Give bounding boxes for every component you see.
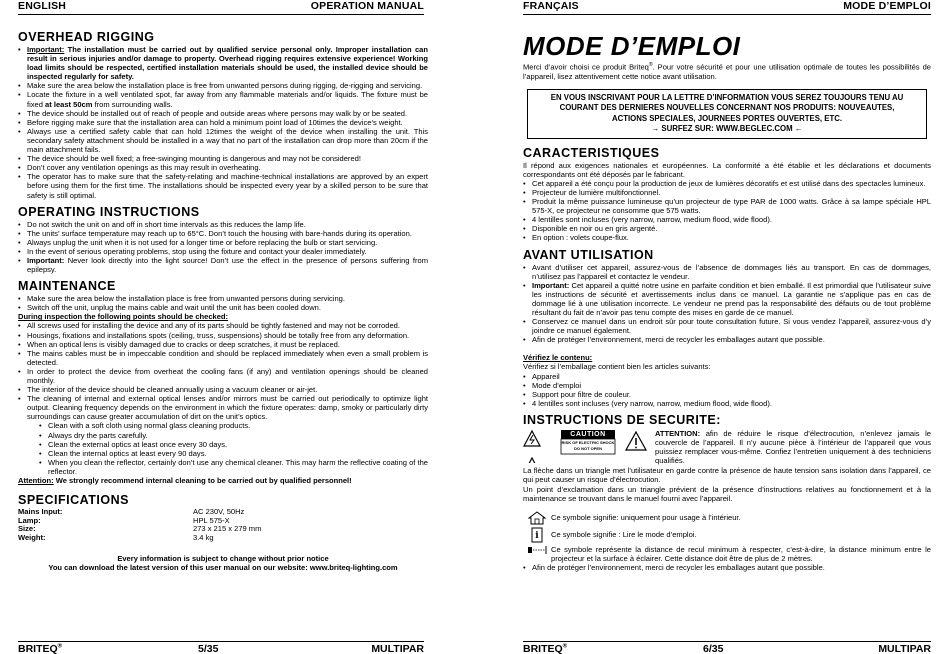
page-header <box>18 0 424 15</box>
footer-model: MULTIPAR <box>878 643 931 654</box>
list-item: • En option : volets coupe-flux. <box>523 233 931 242</box>
operating-heading: OPERATING INSTRUCTIONS <box>18 204 200 219</box>
spec-key: Lamp: <box>18 515 41 525</box>
manual-title: MODE D’EMPLOI <box>523 31 741 61</box>
page-header <box>523 0 931 15</box>
indoor-use-icon <box>523 511 551 525</box>
list-item: • Support pour filtre de couleur. <box>523 390 931 399</box>
maintenance-heading: MAINTENANCE <box>18 279 116 294</box>
list-item: • Conservez ce manuel dans un endroit sûr pour toute consultation future. Si vous vendez l’appareil, assurez-vous d’y joindre ce manuel également. <box>523 317 931 335</box>
list-item: • The operator has to make sure that the safety-relating and machine-technical installations are approved by an expert before using them for the first time. The installations should be inspected every year by a skilled person to be sure that safety is still optimal. <box>18 172 428 199</box>
attention-text: ATTENTION: afin de réduire le risque d’électrocution, n’enlevez jamais le couvercle de l’appareil. Il n’y aucune pièce à l’intérieur de l’appareil que vous puissiez remplacer vous-même. Confiez l’entretien uniquement à des techniciens qualifiés. <box>655 428 931 466</box>
list-item: • Housings, fixations and installations spots (ceiling, truss, suspensions) should be totally free from any deformation. <box>18 331 428 340</box>
list-item: • Important: Cet appareil a quitté notre usine en parfaite condition et bien emballé. Il est primordial que l’utilisateur suive les instructions de sécurité et avertissements inclus dans ce manuel. La garantie ne s’applique pas en cas de dommage lié à une utilisation incorrecte. Le vendeur ne prend pas la responsabilité des défauts ou de tout problème résultant du fait de n’avoir pas tenu compte des mises en garde de ce manuel. <box>523 281 931 317</box>
list-item: • The device should be well fixed; a free-swinging mounting is dangerous and may not be considered! <box>18 154 428 163</box>
spec-value: 273 x 215 x 279 mm <box>193 524 262 534</box>
list-item: • 4 lentilles sont incluses (very narrow, narrow, medium flood, wide flood). <box>523 399 931 408</box>
caution-label-graphic <box>523 429 653 463</box>
list-item: • Afin de protéger l’environnement, merci de recycler les emballages autant que possible. <box>523 335 931 344</box>
change-notice: Every information is subject to change without prior notice <box>117 553 329 563</box>
exclamation-explanation: Un point d’exclamation dans un triangle prévient de la présence d’instructions relatives au fonctionnement et à la maintenance se trouvant dans le manuel fourni avec l’appareil. <box>523 484 931 503</box>
list-item: • The cleaning of internal and external optical lenses and/or mirrors must be carried out periodically to optimize light output. Cleaning frequency depends on the environment in which the fixture operates: damp, smoky or particularly dirty surroundings can cause greater accumulation of dirt on the unit’s optics. <box>18 394 428 421</box>
newsletter-line: COURANT DES DERNIERES NOUVELLES CONCERNANT NOS PRODUITS: NOUVEAUTES, <box>559 103 895 113</box>
list-item: • Locate the fixture in a well ventilated spot, far away from any flammable materials and/or liquids. The fixture must be fixed at least 50cm from surrounding walls. <box>18 90 428 108</box>
header-language: ENGLISH <box>18 0 67 12</box>
attention-note: Attention: We strongly recommend internal cleaning to be carried out by qualified personnel! <box>18 476 352 486</box>
newsletter-box <box>527 89 927 139</box>
symbol-row <box>523 527 931 543</box>
spec-value: AC 230V, 50Hz <box>193 507 245 517</box>
list-item: • Disponible en noir ou en gris argenté. <box>523 224 931 233</box>
list-item: • Avant d’utiliser cet appareil, assurez-vous de l’absence de dommages liés au transport. En cas de dommages, n’utilisez pas l’appareil et contactez le vendeur. <box>523 263 931 281</box>
page-number: 6/35 <box>703 643 724 654</box>
verify-intro: Vérifiez si l’emballage contient bien les articles suivants: <box>523 362 711 372</box>
symbol-row <box>523 545 931 563</box>
verify-label: Vérifiez le contenu: <box>523 353 593 363</box>
securite-list <box>523 563 931 572</box>
list-item: • The device should be installed out of reach of people and outside areas where persons may walk by or be seated. <box>18 109 428 118</box>
download-notice: You can download the latest version of this user manual on our website: www.briteq-lighting.com <box>48 562 398 572</box>
symbol-text: Ce symbole signifie : Lire le mode d’emploi. <box>551 530 697 540</box>
page-footer <box>523 641 931 654</box>
newsletter-link[interactable]: → SURFEZ SUR: WWW.BEGLEC.COM ← <box>651 124 803 134</box>
maintenance-list <box>18 294 428 312</box>
minimum-distance-icon <box>523 545 551 555</box>
list-item: • When you clean the reflector, certainly don’t use any chemical cleaner. This may harm the reflective coating of the reflector. <box>48 458 428 476</box>
list-item: • Projecteur de lumière multifonctionnel. <box>523 188 931 197</box>
spec-table <box>18 508 428 542</box>
list-item: • Important: The installation must be carried out by qualified service personal only. Improper installation can result in serious injuries and/or damage to property. Overhead rigging requires extensive experience! Working load limits should be respected, certified installation materials should be used, the installed device should be inspected regularly for safety. <box>18 45 428 81</box>
header-language: FRANÇAIS <box>523 0 579 12</box>
caracteristiques-intro: Il répond aux exigences nationales et européennes. La conformité a été établie et les déclarations et documents correspondants ont été déposés par le fabricant. <box>523 160 931 179</box>
cleaning-sublist <box>18 421 428 476</box>
overhead-heading: OVERHEAD RIGGING <box>18 30 155 44</box>
list-item: • Afin de protéger l’environnement, merci de recycler les emballages autant que possible. <box>523 563 931 572</box>
right-body <box>523 31 931 572</box>
list-item: • Make sure the area below the installation place is free from unwanted persons during servicing. <box>18 294 428 303</box>
read-manual-icon <box>523 527 551 543</box>
list-item: • Clean the external optics at least once every 30 days. <box>48 440 428 449</box>
list-item: • The mains cables must be in impeccable condition and should be replaced immediately when even a small problem is detected. <box>18 349 428 367</box>
list-item: • Clean the internal optics at least every 90 days. <box>48 449 428 458</box>
newsletter-line: ACTIONS SPECIALES, JOURNEES PORTES OUVERTES, ETC. <box>611 113 843 123</box>
specifications-heading: SPECIFICATIONS <box>18 493 129 508</box>
contents-list <box>523 372 931 408</box>
list-item: • Don’t cover any ventilation openings as this may result in overheating. <box>18 163 428 172</box>
header-title: MODE D’EMPLOI <box>843 0 931 12</box>
caracteristiques-heading: CARACTERISTIQUES <box>523 145 660 160</box>
list-item: • In the event of serious operating problems, stop using the fixture and contact your dealer immediately. <box>18 247 428 256</box>
list-item: • Clean with a soft cloth using normal glass cleaning products. <box>48 421 428 430</box>
list-item: • When an optical lens is visibly damaged due to cracks or deep scratches, it must be replaced. <box>18 340 428 349</box>
list-item: • Always unplug the unit when it is not used for a longer time or before replacing the bulb or start servicing. <box>18 238 428 247</box>
left-body <box>18 27 428 572</box>
list-item: • Produit la même puissance lumineuse qu’un projecteur de type PAR de 1000 watts. Grâce à sa lampe spéciale HPL 575-X, ce projecteur ne consomme que 575 watts. <box>523 197 931 215</box>
header-title: OPERATION MANUAL <box>310 0 424 12</box>
list-item: • In order to protect the device from overheat the cooling fans (if any) and ventilation openings should be cleaned monthly. <box>18 367 428 385</box>
spec-value: HPL 575-X <box>193 515 230 525</box>
symbol-text: Ce symbole représente la distance de recul minimum à respecter, c’est-à-dire, la distance minimum entre le projecteur et la surface à éclairer. Cette distance doit être de plus de 2 mètres. <box>551 544 931 563</box>
flash-explanation: La flèche dans un triangle met l’utilisateur en garde contre la présence de haute tension sans isolation dans l’appareil, ce qui peut causer un risque d’électrocution. <box>523 466 931 485</box>
spec-key: Mains Input: <box>18 507 63 517</box>
footer-brand: BRITEQ® <box>18 643 63 654</box>
list-item: • The interior of the device should be cleaned annually using a vacuum cleaner or air-jet. <box>18 385 428 394</box>
list-item: • Important: Never look directly into the light source! Don’t use the effect in the presence of persons suffering from epilepsy. <box>18 256 428 274</box>
list-item: • Switch off the unit, unplug the mains cable and wait until the unit has been cooled down. <box>18 303 428 312</box>
caution-row <box>523 429 931 465</box>
caution-line: DO NOT OPEN <box>573 445 602 451</box>
list-item: • Before rigging make sure that the installation area can hold a minimum point load of 10times the device’s weight. <box>18 118 428 127</box>
symbol-row <box>523 511 931 525</box>
intro-text: Merci d’avoir choisi ce produit Briteq®. Pour votre sécurité et pour une utilisation optimale de toutes les possibilités de l’appareil, lisez attentivement cette notice avant utilisation. <box>523 62 931 81</box>
caution-line: RISK OF ELECTRIC SHOCK <box>561 439 615 445</box>
list-item: • All screws used for installing the device and any of its parts should be tightly fastened and may not be corroded. <box>18 321 428 330</box>
spec-value: 3.4 kg <box>193 532 214 542</box>
list-item: • Cet appareil a été conçu pour la production de jeux de lumières décoratifs et est utilisé dans des spectacles lumineux. <box>523 179 931 188</box>
list-item: • Always use a certified safety cable that can hold 12times the weight of the device when installing the unit. This secondary safety attachment should be installed in a way that no part of the installation can drop more than 20cm if the main attachment fails. <box>18 127 428 154</box>
page-footer <box>18 641 424 654</box>
newsletter-line: EN VOUS INSCRIVANT POUR LA LETTRE D’INFORMATION VOUS SEREZ TOUJOURS TENU AU <box>550 92 904 102</box>
page-number: 5/35 <box>198 643 219 654</box>
symbol-text: Ce symbole signifie: uniquement pour usage à l’intérieur. <box>551 513 741 523</box>
list-item: • The units’ surface temperature may reach up to 65°C. Don’t touch the housing with bare-hands during its operation. <box>18 229 428 238</box>
spec-key: Size: <box>18 524 36 534</box>
operating-list <box>18 220 428 275</box>
spec-key: Weight: <box>18 532 46 542</box>
caracteristiques-list <box>523 179 931 243</box>
inspection-label: During inspection the following points should be checked: <box>18 312 229 322</box>
securite-heading: INSTRUCTIONS DE SECURITE: <box>523 412 721 427</box>
inspection-list <box>18 321 428 421</box>
list-item: • Mode d’emploi <box>523 381 931 390</box>
svg-text:i: i <box>535 530 539 541</box>
footer-model: MULTIPAR <box>371 643 424 654</box>
caution-title: CAUTION <box>570 430 606 438</box>
right-page <box>475 0 950 654</box>
list-item: • Always dry the parts carefully. <box>48 431 428 440</box>
overhead-list <box>18 45 428 200</box>
avant-list <box>523 263 931 345</box>
avant-heading: AVANT UTILISATION <box>523 247 654 262</box>
list-item: • Make sure the area below the installation place is free from unwanted persons during rigging, de-rigging and servicing. <box>18 81 428 90</box>
list-item: • Do not switch the unit on and off in short time intervals as this reduces the lamp life. <box>18 220 428 229</box>
list-item: • Appareil <box>523 372 931 381</box>
list-item: • 4 lentilles sont incluses (very narrow, narrow, medium flood, wide flood). <box>523 215 931 224</box>
footer-brand: BRITEQ® <box>523 643 568 654</box>
